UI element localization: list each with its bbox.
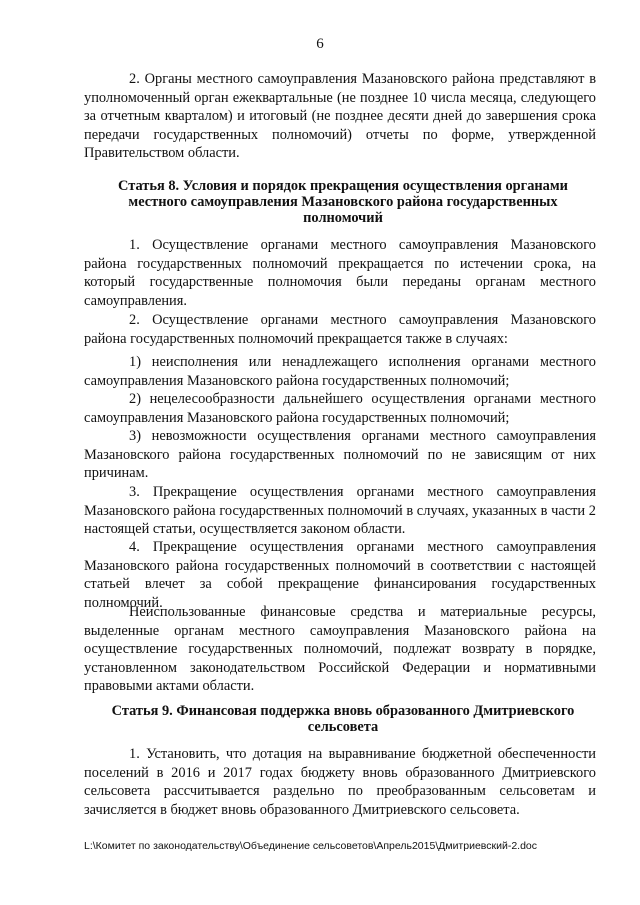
article-8-part-2: 2. Осуществление органами местного самоуправления Мазановского района государственных полномочий прекращается также в случаях: <box>84 312 596 347</box>
article-8-part-3: 3. Прекращение осуществления органами местного самоуправления Мазановского района государственных полномочий в случаях, указанных в части 2 настоящей статьи, осуществляется законом области. <box>84 484 596 538</box>
article-8-heading: Статья 8. Условия и порядок прекращения осуществления органами местного самоуправления Мазановского района государственных полномочий <box>118 178 568 226</box>
article-8-part-2-item-1: 1) неисполнения или ненадлежащего исполнения органами местного самоуправления Мазановского района государственных полномочий; <box>84 354 596 389</box>
article-8-part-2-item-2: 2) нецелесообразности дальнейшего осуществления органами местного самоуправления Мазановского района государственных полномочий; <box>84 391 596 426</box>
article-8-part-4: 4. Прекращение осуществления органами местного самоуправления Мазановского района государственных полномочий в соответствии с настоящей статьей влечет за собой прекращение финансирования государственных полномочий. <box>84 539 596 611</box>
article-9-heading: Статья 9. Финансовая поддержка вновь образованного Дмитриевского сельсовета <box>111 703 575 735</box>
file-path-footer: L:\Комитет по законодательству\Объединение сельсоветов\Апрель2015\Дмитриевский-2.doc <box>84 840 538 852</box>
article-9-part-1: 1. Установить, что дотация на выравнивание бюджетной обеспеченности поселений в 2016 и 2017 годах бюджету вновь образованного Дмитриевского сельсовета рассчитывается раздельно по преобразованным сельсоветам и зачисляется в бюджет вновь образованного Дмитриевского сельсовета. <box>84 746 596 818</box>
article-8-part-2-item-3: 3) невозможности осуществления органами местного самоуправления Мазановского района государственных полномочий по не зависящим от них причинам. <box>84 428 596 482</box>
article-8-part-1: 1. Осуществление органами местного самоуправления Мазановского района государственных полномочий прекращается по истечении срока, на который государственные полномочия были переданы органам местного самоуправления. <box>84 237 596 309</box>
paragraph-reports: 2. Органы местного самоуправления Мазановского района представляют в уполномоченный орган ежеквартальные (не позднее 10 числа месяца, следующего за отчетным кварталом) и итоговый (не позднее десяти дней до завершения срока передачи государственных полномочий) отчеты по форме, утвержденной Правительством области. <box>84 71 596 162</box>
paragraph-unused-funds: Неиспользованные финансовые средства и материальные ресурсы, выделенные органам местного самоуправления Мазановского района на осуществление государственных полномочий, подлежат возврату в порядке, установленном законодательством Российской Федерации и нормативными правовыми актами области. <box>84 604 596 695</box>
page-number: 6 <box>316 36 324 52</box>
